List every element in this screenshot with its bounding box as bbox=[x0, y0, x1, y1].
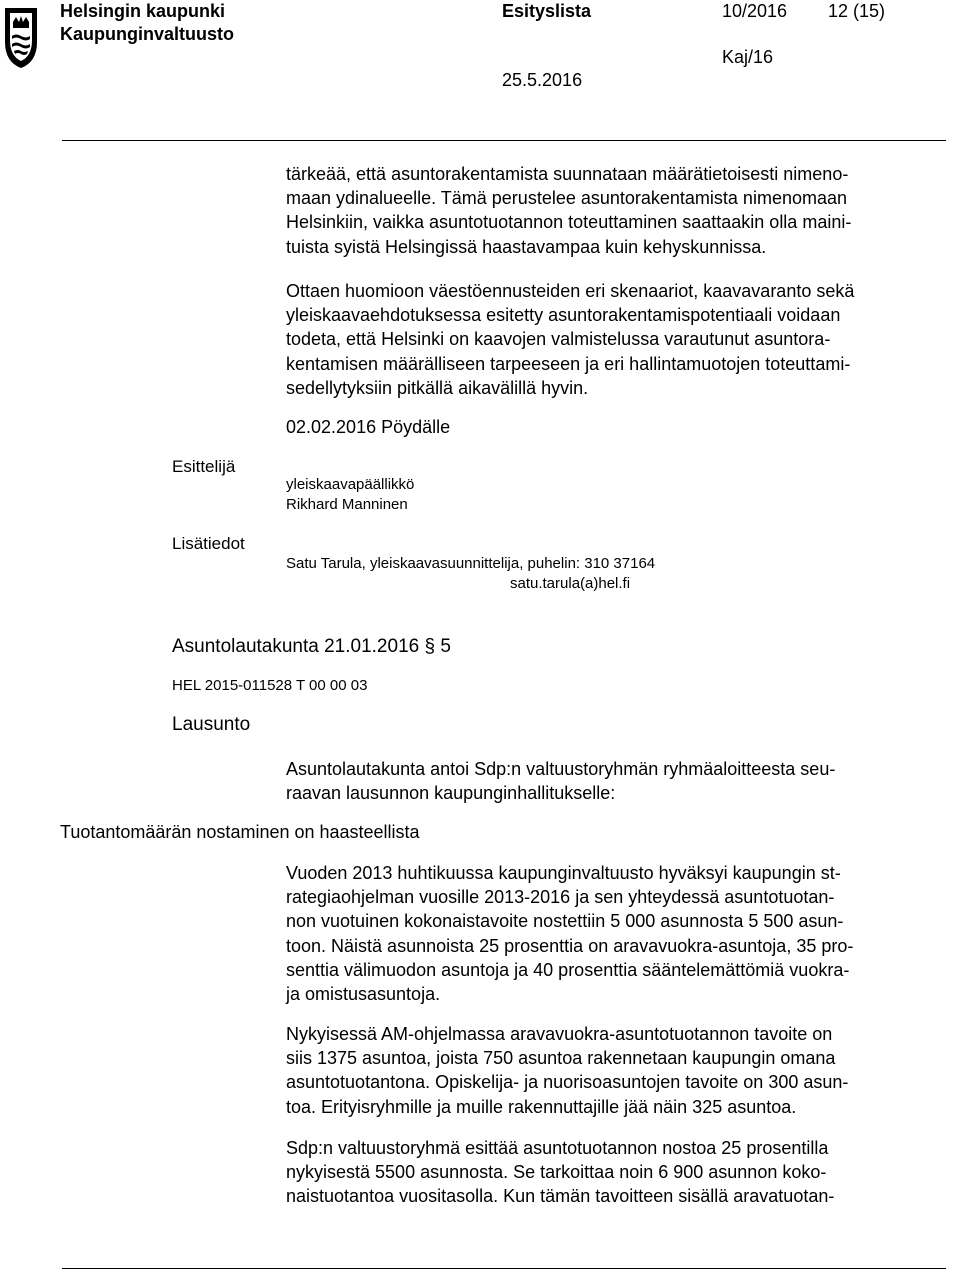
header-date: 25.5.2016 bbox=[502, 70, 583, 90]
footer-rule bbox=[62, 1268, 946, 1269]
section2-heading: Asuntolautakunta 21.01.2016 § 5 bbox=[172, 636, 451, 657]
header-rule bbox=[62, 140, 946, 141]
case-number: HEL 2015-011528 T 00 00 03 bbox=[172, 677, 368, 694]
info-label: Lisätiedot bbox=[172, 534, 245, 553]
statement-intro: Asuntolautakunta antoi Sdp:n valtuustoryhmän ryhmäaloitteesta seu- raavan lausunnon kaupunginhallitukselle: bbox=[286, 759, 836, 804]
decision-note: 02.02.2016 Pöydälle bbox=[286, 417, 451, 437]
section1-paragraph-2: Ottaen huomioon väestöennusteiden eri skenaariot, kaavavaranto sekä yleiskaavaehdotuksessa esitetty asuntorakentamispotentiaali voidaan todeta, että Helsinki on kaavojen valmistelussa varautunut asuntora- kentamisen määrälliseen tarpeeseen ja eri hallintamuotojen toteuttami- sedellytyksiin pitkällä aikavälillä hyvin. bbox=[286, 281, 855, 398]
info-email: satu.tarula(a)hel.fi bbox=[510, 575, 631, 592]
presenter-title: yleiskaavapäällikkö bbox=[286, 476, 415, 493]
header-body: Kaupunginvaltuusto bbox=[60, 24, 234, 44]
side-heading: Tuotantomäärän nostaminen on haasteellista bbox=[60, 822, 420, 842]
city-logo bbox=[2, 2, 40, 70]
header-doc-type: Esityslista bbox=[502, 1, 592, 21]
info-contact: Satu Tarula, yleiskaavasuunnittelija, puhelin: 310 37164 bbox=[286, 555, 656, 572]
presenter-label: Esittelijä bbox=[172, 457, 236, 476]
statement-paragraph-2: Nykyisessä AM-ohjelmassa aravavuokra-asuntotuotannon tavoite on siis 1375 asuntoa, joista 750 asuntoa rakennetaan kaupungin omana asuntotuotantona. Opiskelija- ja nuorisoasuntojen tavoite on 300 asun- toa. Erityisryhmille ja muille rakennuttajille jää näin 325 asuntoa. bbox=[286, 1024, 849, 1117]
section1-paragraph-1: tärkeää, että asuntorakentamista suunnataan määrätietoisesti nimeno- maan ydinalueelle. Tämä perustelee asuntorakentamista nimenomaan Helsinkiin, vaikka asuntotuotannon toteuttaminen saattaakin olla maini- tuista syistä Helsingissä haastavampaa kuin kehyskunnissa. bbox=[286, 164, 852, 257]
header-case: Kaj/16 bbox=[722, 47, 774, 67]
header-org: Helsingin kaupunki bbox=[60, 1, 226, 21]
statement-paragraph-1: Vuoden 2013 huhtikuussa kaupunginvaltuusto hyväksyi kaupungin st- rategiaohjelman vuosille 2013-2016 ja sen yhteydessä asuntotuotan- non vuotuinen kokonaistavoite nostettiin 5 000 asunnosta 5 500 asun- toon. Näistä asunnoista 25 prosenttia on aravavuokra-asuntoja, 35 pro- senttia välimuodon asuntoja ja 40 prosenttia sääntelemättömiä vuokra- ja omistusasuntoja. bbox=[286, 863, 854, 1005]
header-issue: 10/2016 bbox=[722, 1, 788, 21]
statement-paragraph-3: Sdp:n valtuustoryhmä esittää asuntotuotannon nostoa 25 prosentilla nykyisestä 5500 asunnosta. Se tarkoittaa noin 6 900 asunnon koko- naistuotantoa vuositasolla. Kun tämän tavoitteen sisällä aravatuotan- bbox=[286, 1138, 835, 1207]
header-page: 12 (15) bbox=[828, 1, 886, 21]
statement-subheading: Lausunto bbox=[172, 714, 251, 735]
presenter-name: Rikhard Manninen bbox=[286, 496, 408, 513]
